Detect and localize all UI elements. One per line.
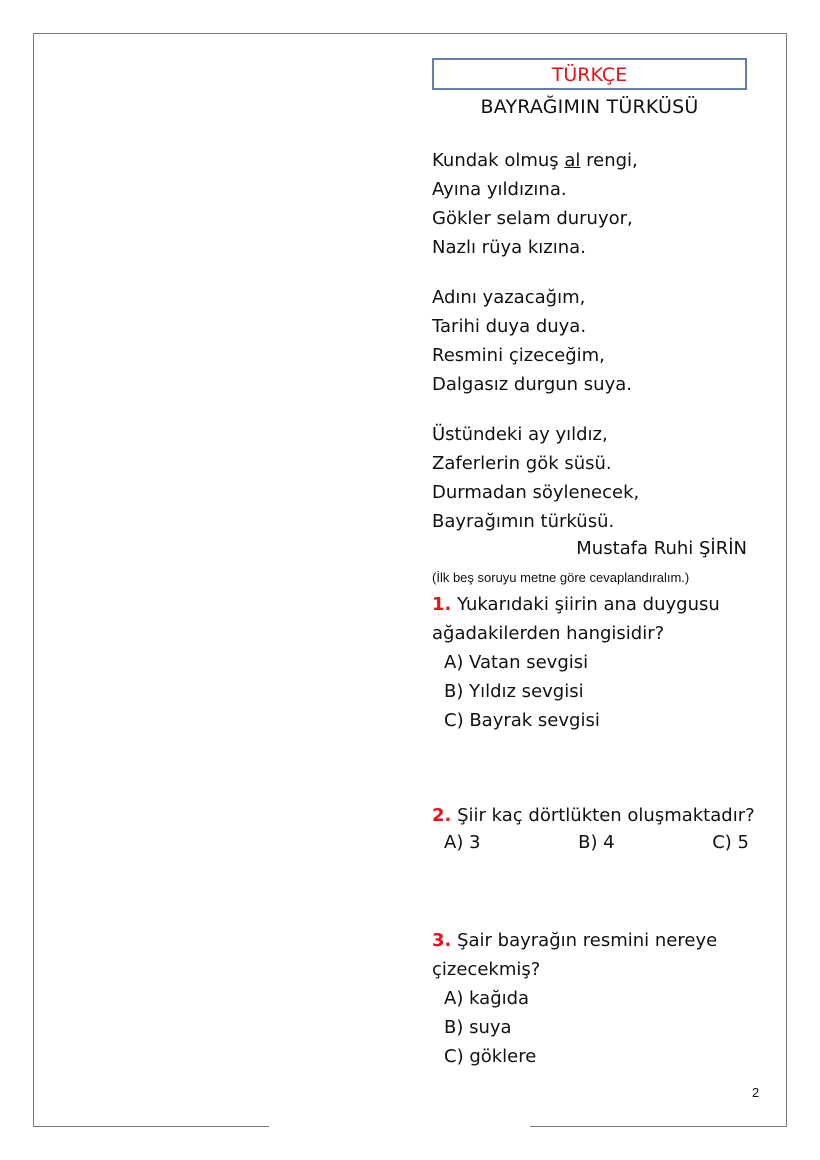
bottom-border-right: [530, 1126, 787, 1127]
question-3: [432, 926, 762, 1071]
poem-line: Üstündeki ay yıldız,: [432, 424, 608, 445]
question-text: [432, 926, 762, 955]
question-number: 3.: [432, 930, 452, 951]
poem-line: Bayrağımın türküsü.: [432, 511, 615, 532]
poem-line: Adını yazacağım,: [432, 287, 586, 308]
answer-option[interactable]: C) 5: [712, 832, 749, 853]
underlined-word: al: [564, 150, 581, 171]
question-2: [432, 801, 762, 830]
poem-line-part: Kundak olmuş: [432, 150, 565, 171]
question-number: 2.: [432, 805, 452, 826]
question-text: [432, 801, 762, 830]
question-text: ağadakilerden hangisidir?: [432, 623, 665, 644]
answer-option[interactable]: B) Yıldız sevgisi: [444, 681, 584, 702]
poem-title: BAYRAĞIMIN TÜRKÜSÜ: [480, 96, 699, 118]
poem-stanza-3: [432, 420, 639, 536]
answer-option[interactable]: A) Vatan sevgisi: [444, 652, 589, 673]
answer-option[interactable]: A) 3: [444, 832, 481, 853]
question-text-part: Yukarıdaki şiirin ana duygusu: [451, 594, 720, 615]
question-text: çizecekmiş?: [432, 959, 541, 980]
subject-title-box: [432, 58, 747, 90]
answer-option[interactable]: C) göklere: [444, 1046, 537, 1067]
question-1: [432, 590, 762, 735]
question-text: [432, 590, 762, 619]
poem-line: Tarihi duya duya.: [432, 316, 587, 337]
poem-line: Dalgasız durgun suya.: [432, 374, 632, 395]
poem-line: Ayına yıldızına.: [432, 179, 567, 200]
poem-stanza-1: [432, 146, 638, 262]
answer-option[interactable]: B) suya: [444, 1017, 512, 1038]
instruction-text: (İlk beş soruyu metne göre cevaplandıralım.): [432, 570, 690, 585]
poem-line: [432, 146, 638, 175]
subject-title: TÜRKÇE: [551, 64, 628, 86]
poem-stanza-2: [432, 283, 632, 399]
poem-line: Nazlı rüya kızına.: [432, 237, 586, 258]
poem-author: Mustafa Ruhi ŞİRİN: [576, 538, 747, 559]
page-number: 2: [752, 1085, 760, 1100]
question-number: 1.: [432, 594, 452, 615]
poem-line-part: rengi,: [580, 150, 638, 171]
answer-option[interactable]: C) Bayrak sevgisi: [444, 710, 600, 731]
bottom-border-left: [33, 1126, 269, 1127]
poem-line: Gökler selam duruyor,: [432, 208, 633, 229]
poem-line: Durmadan söylenecek,: [432, 482, 640, 503]
answer-option[interactable]: A) kağıda: [444, 988, 530, 1009]
answer-option[interactable]: B) 4: [578, 832, 615, 853]
poem-line: Resmini çizeceğim,: [432, 345, 605, 366]
poem-line: Zaferlerin gök süsü.: [432, 453, 612, 474]
question-text-part: Şair bayrağın resmini nereye: [451, 930, 718, 951]
question-2-options: [444, 832, 749, 853]
question-text-part: Şiir kaç dörtlükten oluşmaktadır?: [451, 805, 755, 826]
